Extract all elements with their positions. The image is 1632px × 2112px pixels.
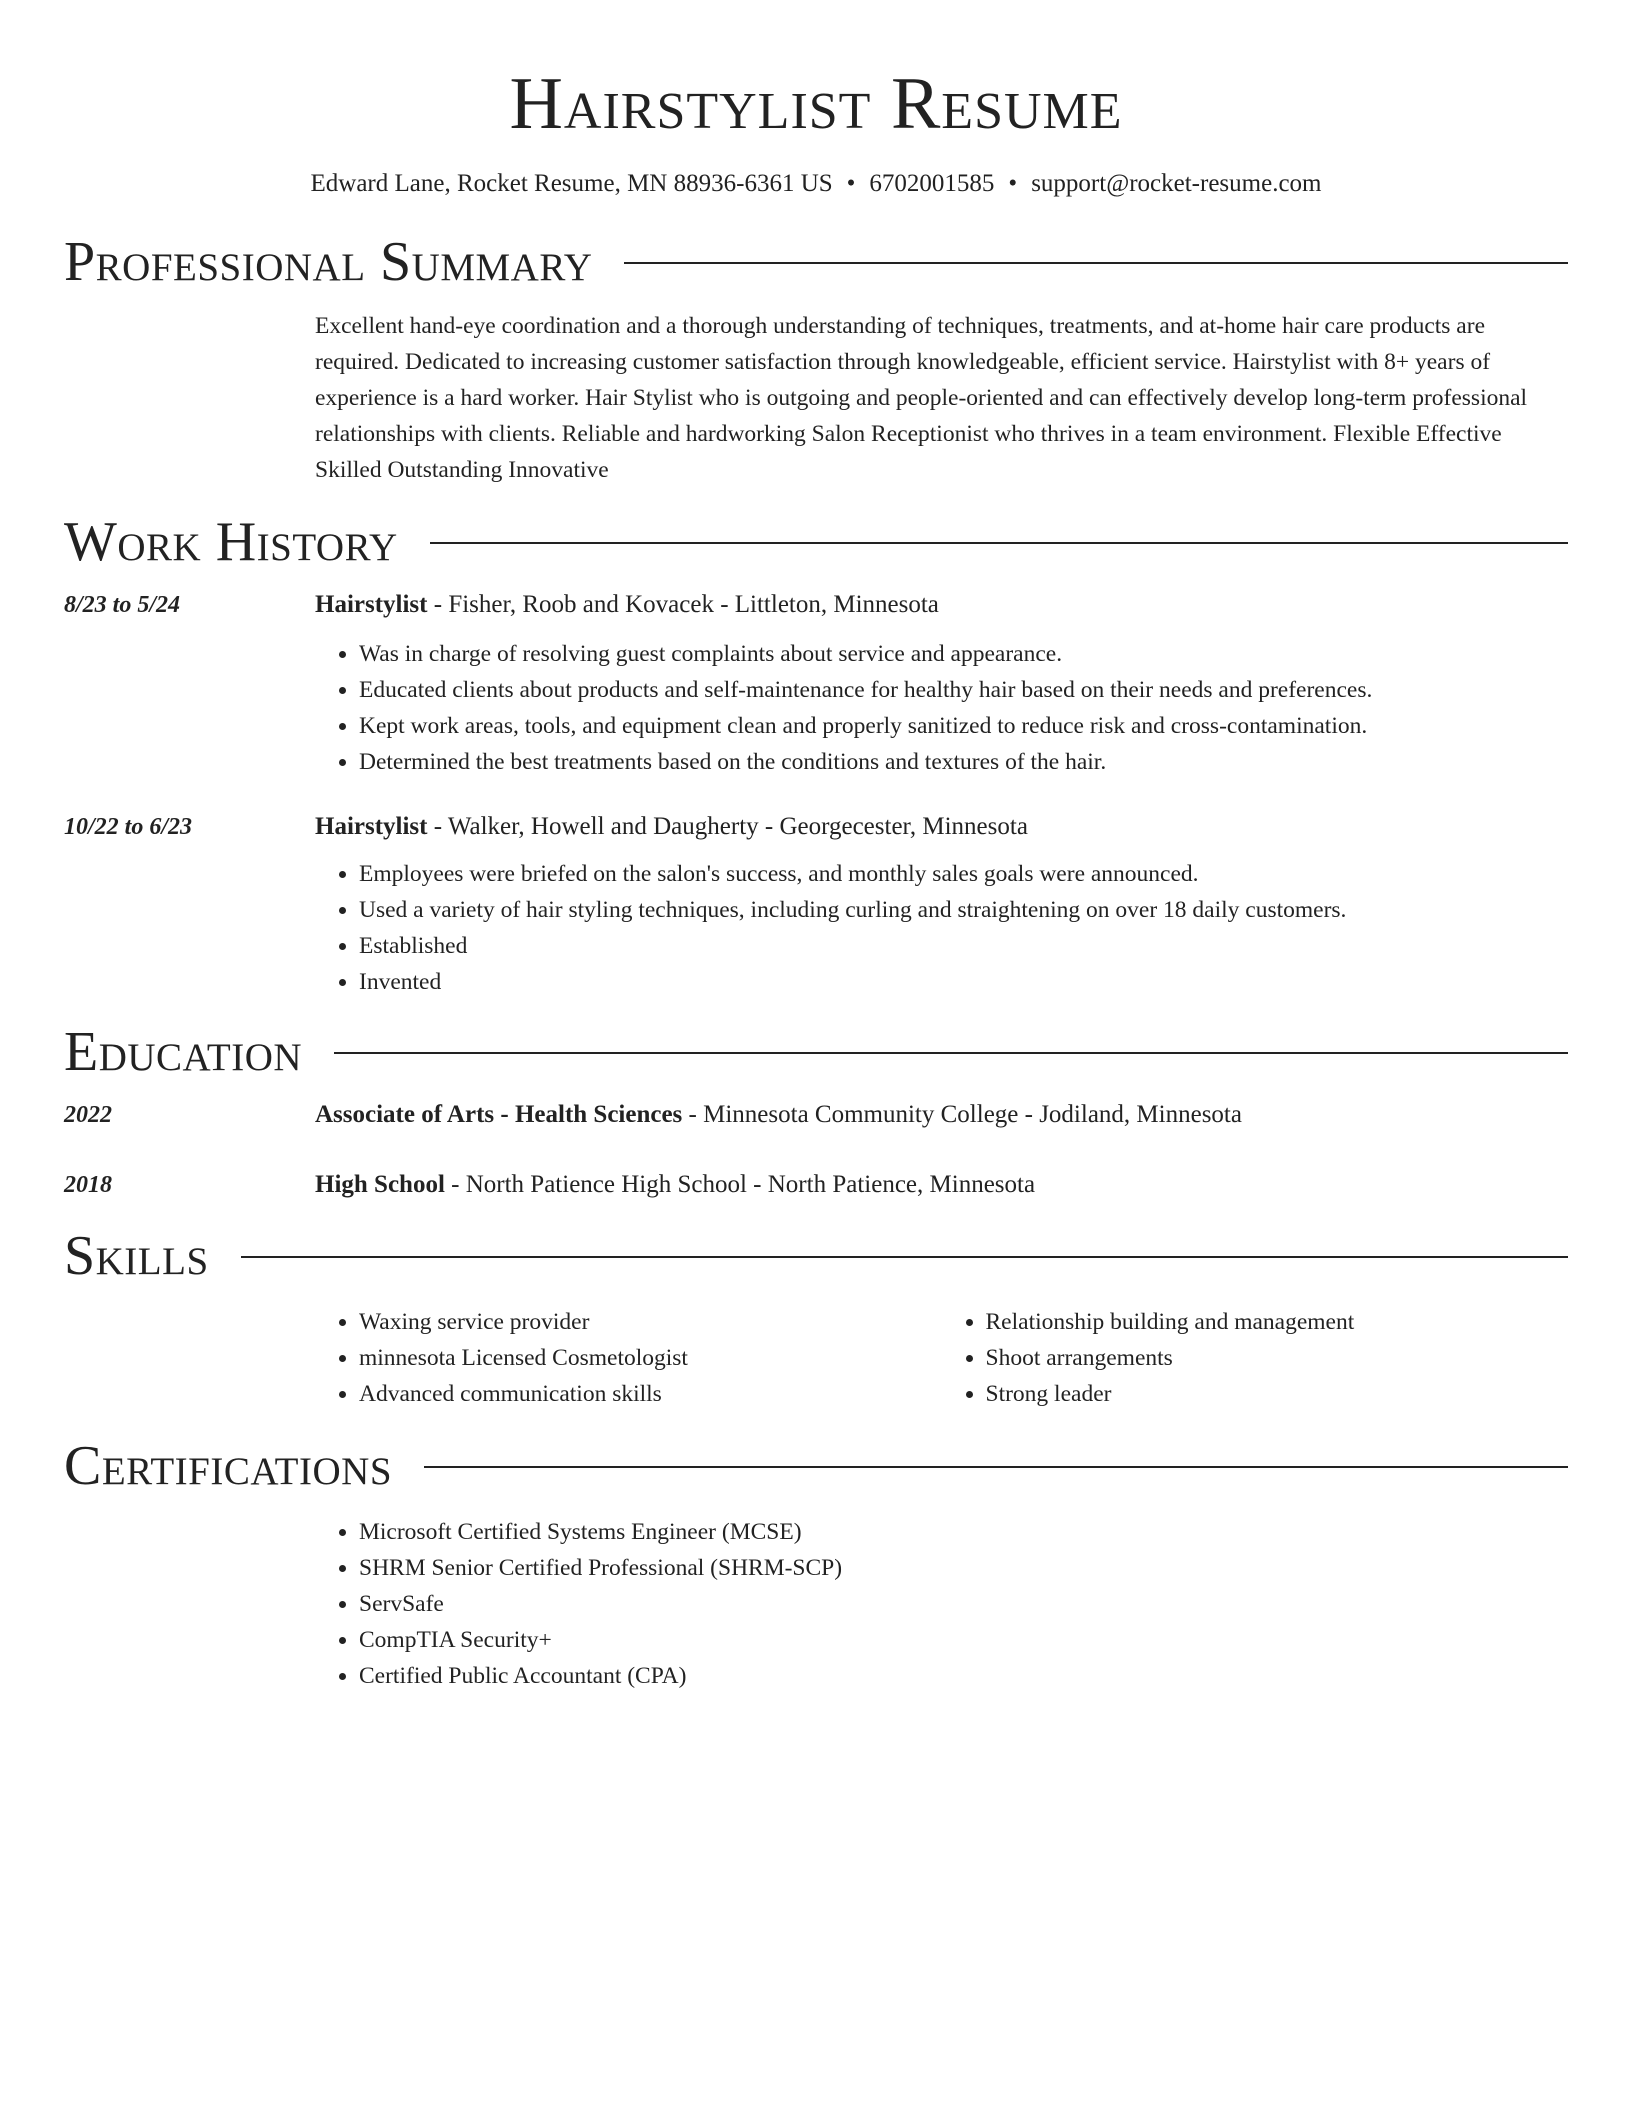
- skill-item: • minnesota Licensed Cosmetologist: [359, 1340, 942, 1376]
- resume-page: [64, 0, 1568, 1694]
- certifications-heading: Certifications: [64, 1435, 393, 1497]
- job-dates: 8/23 to 5/24: [64, 592, 181, 618]
- section-divider: [241, 1256, 1568, 1258]
- skills-heading: Skills: [64, 1225, 209, 1287]
- certification-item: • SHRM Senior Certified Professional (SHRM-SCP): [359, 1550, 1568, 1586]
- job-title: Hairstylist: [315, 591, 428, 618]
- section-divider: [430, 542, 1568, 544]
- education-details: - North Patience High School - North Patience, Minnesota: [444, 1171, 1036, 1198]
- section-divider: [334, 1052, 1568, 1054]
- education-entry: [64, 1098, 1568, 1132]
- education-year: 2022: [64, 1102, 112, 1128]
- education-degree: High School: [315, 1171, 445, 1198]
- skill-item: • Shoot arrangements: [986, 1340, 1569, 1376]
- summary-text: Excellent hand-eye coordination and a thorough understanding of techniques, treatments, and at-home hair care products are required. Dedicated to increasing customer satisfaction through knowledgeable, efficient service. Hairstylist with 8+ years of experience is a hard worker. Hair Stylist who is outgoing and people-oriented and can effectively develop long-term professional relationships with clients. Reliable and hardworking Salon Receptionist who thrives in a team environment. Flexible Effective Skilled Outstanding Innovative: [315, 313, 1528, 483]
- education-section-header: [64, 1020, 1568, 1084]
- list-item: • Determined the best treatments based on the conditions and textures of the hair.: [359, 744, 1568, 780]
- list-item: • Established: [359, 928, 1568, 964]
- job-details: - Walker, Howell and Daugherty - Georgecester, Minnesota: [427, 813, 1028, 840]
- contact-phone: 6702001585: [869, 170, 995, 197]
- certifications-section-header: [64, 1434, 1568, 1498]
- skills-section-header: [64, 1224, 1568, 1288]
- work-section-header: [64, 510, 1568, 574]
- job-bullets: [315, 856, 1568, 1000]
- contact-separator: •: [1008, 170, 1018, 197]
- job-entry: [64, 810, 1568, 1000]
- skills-column-left: [315, 1304, 942, 1412]
- skill-item: • Waxing service provider: [359, 1304, 942, 1340]
- contact-address: Edward Lane, Rocket Resume, MN 88936-6361 US: [310, 170, 833, 197]
- skills-list: [315, 1304, 1568, 1412]
- job-header: [64, 588, 1568, 622]
- job-entry: [64, 588, 1568, 780]
- job-role: [315, 588, 939, 622]
- list-item: • Employees were briefed on the salon's success, and monthly sales goals were announced.: [359, 856, 1568, 892]
- certifications-list: [315, 1514, 1568, 1694]
- contact-separator: •: [846, 170, 856, 197]
- education-details: - Minnesota Community College - Jodiland, Minnesota: [682, 1101, 1242, 1128]
- certification-item: • ServSafe: [359, 1586, 1568, 1622]
- education-line: [315, 1168, 1035, 1202]
- list-item: • Kept work areas, tools, and equipment clean and properly sanitized to reduce risk and cross-contamination.: [359, 708, 1568, 744]
- certification-item: • CompTIA Security+: [359, 1622, 1568, 1658]
- summary-heading: Professional Summary: [64, 231, 593, 293]
- education-line: [315, 1098, 1242, 1132]
- skill-item: • Advanced communication skills: [359, 1376, 942, 1412]
- job-role: [315, 810, 1028, 844]
- summary-section-header: [64, 230, 1568, 294]
- contact-email: support@rocket-resume.com: [1031, 170, 1322, 197]
- skill-item: • Strong leader: [986, 1376, 1569, 1412]
- certification-item: • Microsoft Certified Systems Engineer (MCSE): [359, 1514, 1568, 1550]
- education-heading: Education: [64, 1021, 303, 1083]
- list-item: • Was in charge of resolving guest complaints about service and appearance.: [359, 636, 1568, 672]
- section-divider: [624, 262, 1568, 264]
- contact-line: [64, 168, 1568, 200]
- job-dates: 10/22 to 6/23: [64, 814, 193, 840]
- skills-column-right: [942, 1304, 1569, 1412]
- list-item: • Educated clients about products and self-maintenance for healthy hair based on their needs and preferences.: [359, 672, 1568, 708]
- certification-item: • Certified Public Accountant (CPA): [359, 1658, 1568, 1694]
- education-entry: [64, 1168, 1568, 1202]
- job-header: [64, 810, 1568, 844]
- section-divider: [424, 1466, 1568, 1468]
- work-heading: Work History: [64, 511, 398, 573]
- education-degree: Associate of Arts - Health Sciences: [315, 1101, 683, 1128]
- job-bullets: [315, 636, 1568, 780]
- resume-title: Hairstylist Resume: [509, 63, 1123, 145]
- skill-item: • Relationship building and management: [986, 1304, 1569, 1340]
- list-item: • Used a variety of hair styling techniques, including curling and straightening on over 18 daily customers.: [359, 892, 1568, 928]
- job-title: Hairstylist: [315, 813, 428, 840]
- education-year: 2018: [64, 1172, 112, 1198]
- job-details: - Fisher, Roob and Kovacek - Littleton, Minnesota: [427, 591, 939, 618]
- list-item: • Invented: [359, 964, 1568, 1000]
